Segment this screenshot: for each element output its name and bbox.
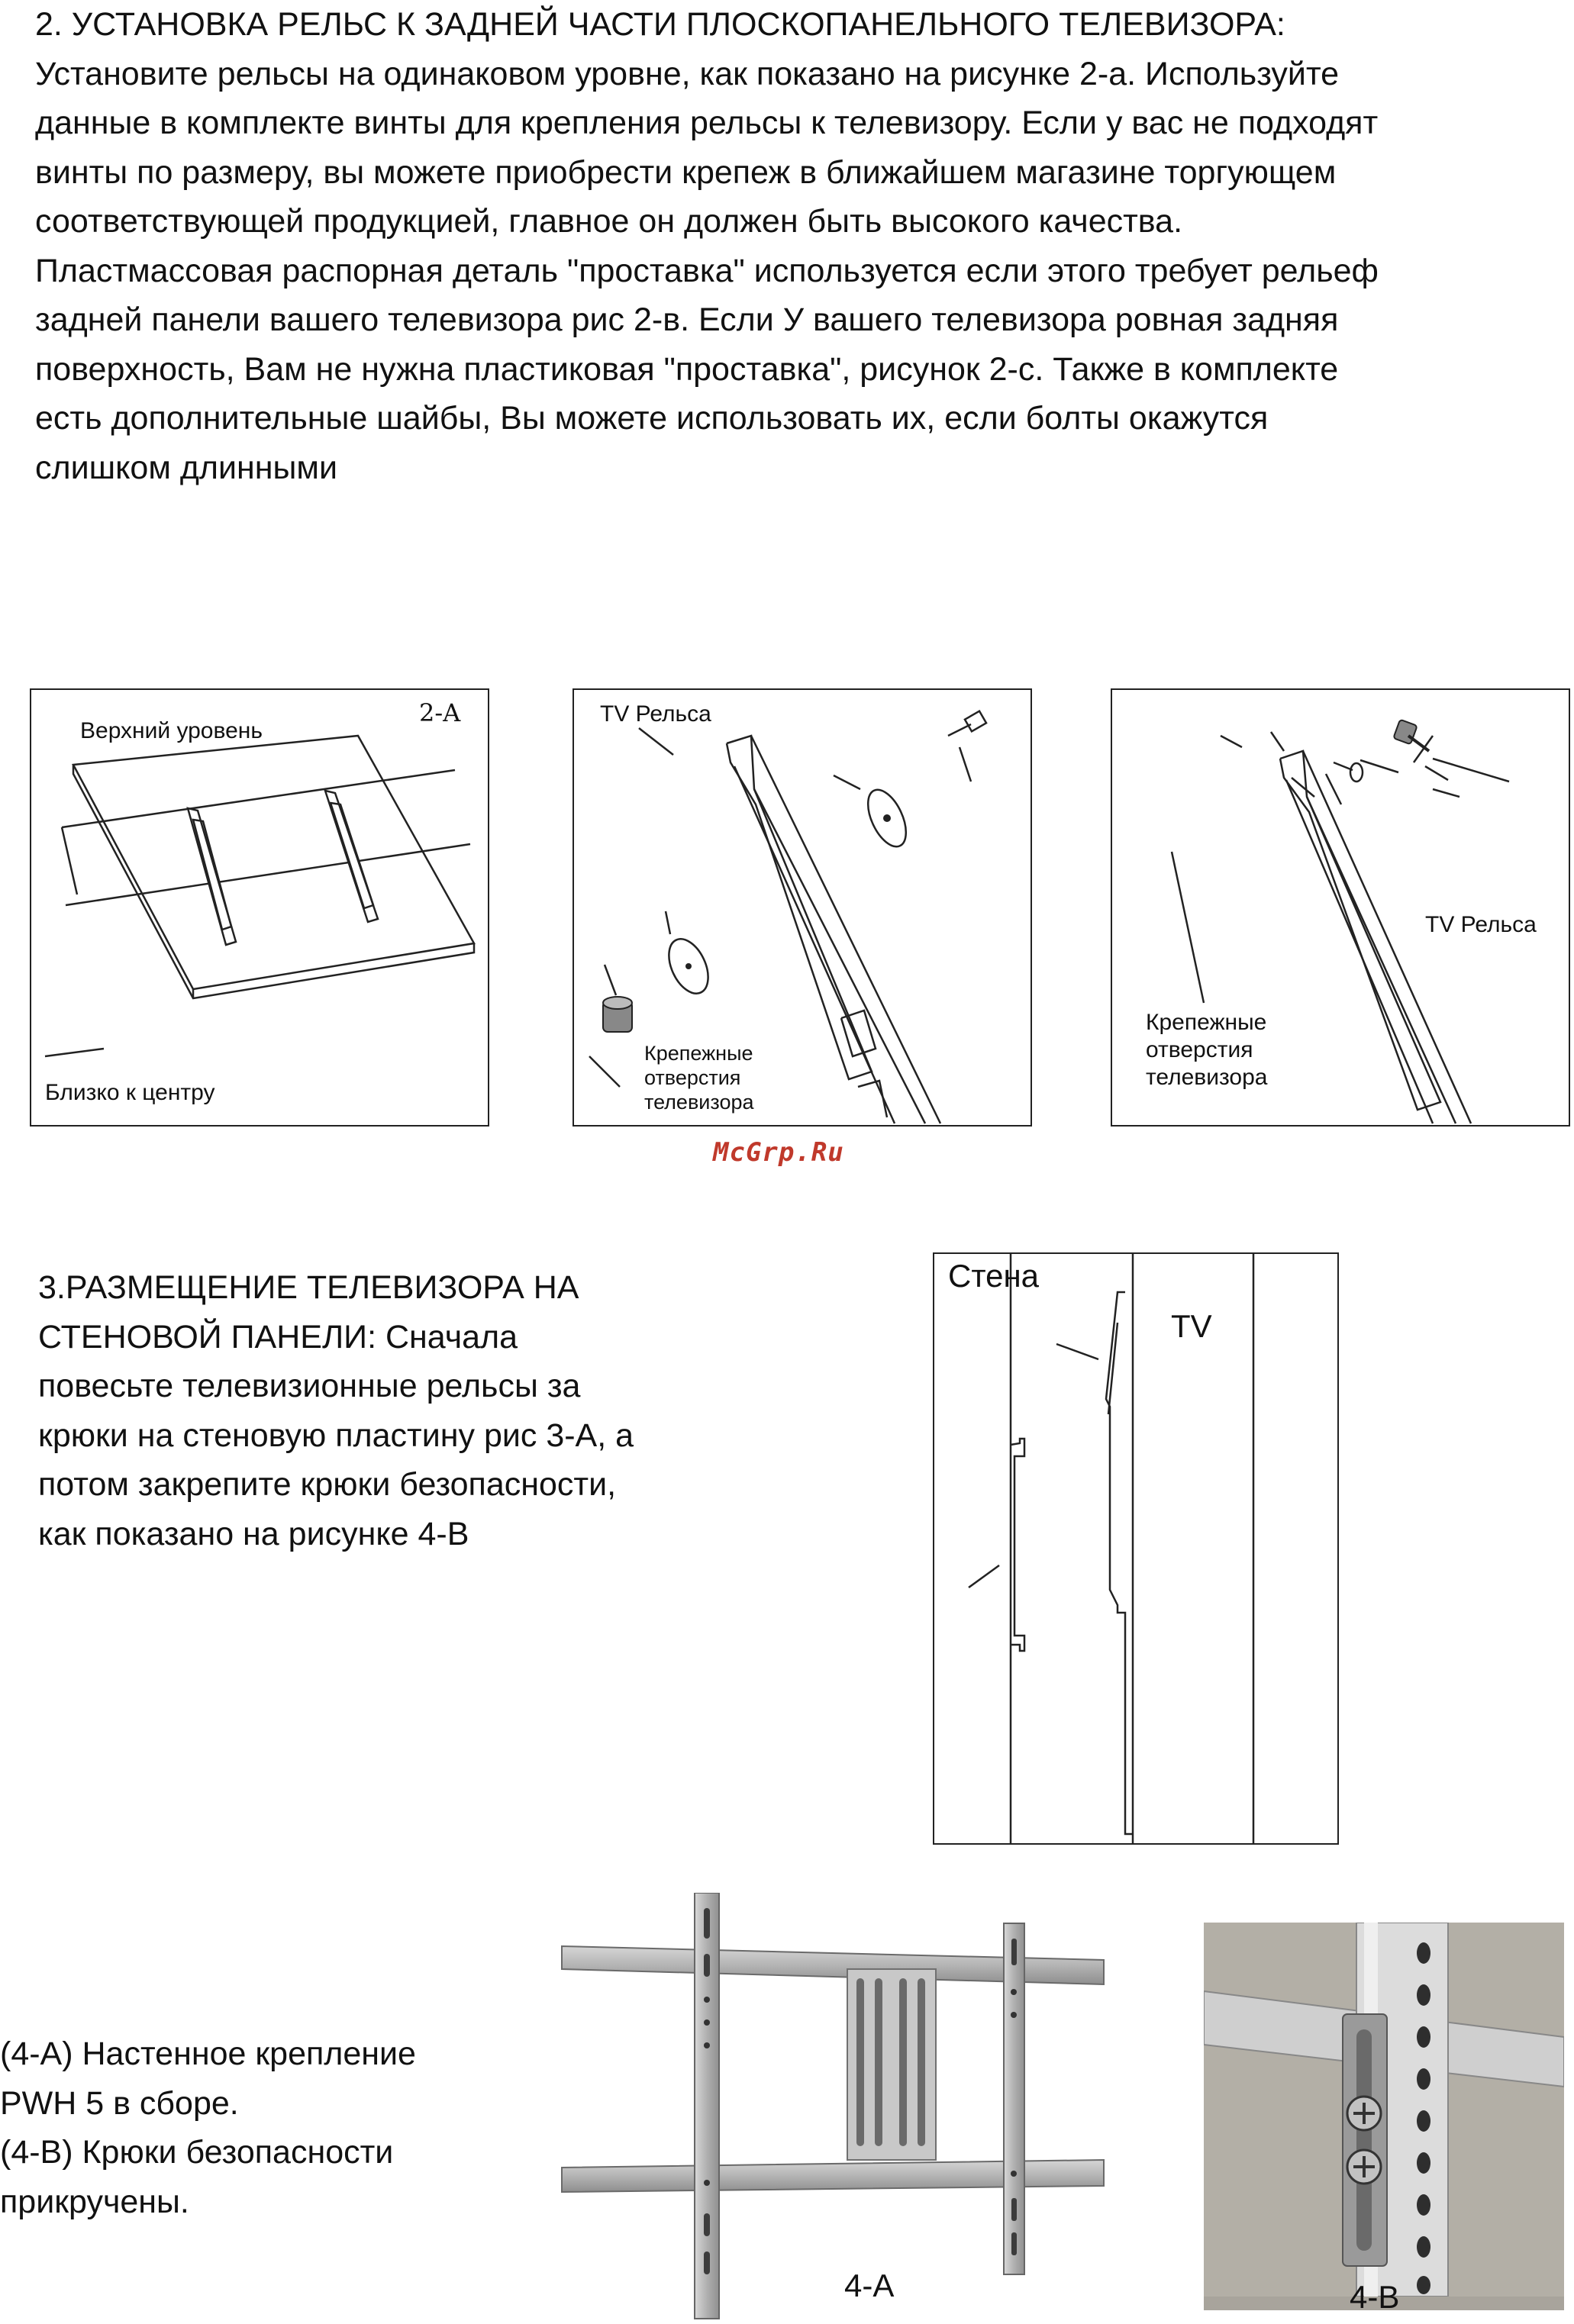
section3-heading: 3.РАЗМЕЩЕНИЕ ТЕЛЕВИЗОРА НА — [38, 1269, 579, 1306]
figure-tag: 2-A — [419, 698, 461, 727]
figure-3-drawing — [934, 1254, 1337, 1843]
section2-text — [35, 0, 1562, 492]
safety-hook-drawing — [1204, 1923, 1564, 2297]
section2-heading: 2. УСТАНОВКА РЕЛЬС К ЗАДНЕЙ ЧАСТИ ПЛОСКОПАНЕЛЬНОГО ТЕЛЕВИЗОРА: — [35, 6, 1285, 43]
photo-4a-wall-mount — [557, 1893, 1107, 2320]
text-line: (4-A) Настенное крепление — [0, 2036, 416, 2072]
text-line: потом закрепите крюки безопасности, — [38, 1466, 617, 1503]
mounting-holes-label-line3: телевизора — [1146, 1065, 1268, 1090]
figure-2a — [30, 688, 489, 1127]
text-line: слишком длинными — [35, 449, 338, 486]
section4-text — [0, 2029, 534, 2226]
figure-2b — [573, 688, 1032, 1127]
figure-2b-drawing — [574, 690, 1031, 1125]
text-line: Пластмассовая распорная деталь "проставка" используется если этого требует рельеф — [35, 252, 1379, 289]
wall-label: Стена — [948, 1258, 1040, 1294]
text-line: повесьте телевизионные рельсы за — [38, 1368, 581, 1404]
text-line: PWH 5 в сборе. — [0, 2084, 239, 2122]
text-line: данные в комплекте винты для крепления рельсы к телевизору. Если у вас не подходят — [35, 105, 1379, 141]
text-line: поверхность, Вам не нужна пластиковая "проставка", рисунок 2-с. Также в комплекте — [35, 350, 1339, 388]
text-line: как показано на рисунке 4-В — [38, 1515, 469, 1552]
photo-4b-caption: 4-B — [1350, 2279, 1400, 2315]
mounting-holes-label-line2: отверстия — [1146, 1037, 1253, 1062]
photo-4b-safety-hooks — [1204, 1923, 1564, 2310]
figure-2a-drawing — [31, 690, 488, 1125]
wall-mount-drawing — [557, 1893, 1107, 2320]
tv-label: TV — [1171, 1308, 1212, 1344]
text-line: крюки на стеновую пластину рис 3-А, а — [38, 1417, 634, 1454]
text-line: Установите рельсы на одинаковом уровне, как показано на рисунке 2-а. Используйте — [35, 55, 1340, 92]
photo-4a-caption: 4-A — [844, 2268, 895, 2303]
text-line: соответствующей продукцией, главное он должен быть высокого качества. — [35, 203, 1183, 240]
tv-rail-label: TV Рельса — [600, 701, 711, 727]
text-line: прикручены. — [0, 2183, 189, 2220]
figure-3 — [933, 1252, 1339, 1845]
text-line: задней панели вашего телевизора рис 2-в. Если У вашего телевизора ровная задняя — [35, 301, 1339, 338]
text-line: СТЕНОВОЙ ПАНЕЛИ: Сначала — [38, 1318, 518, 1355]
text-line: винты по размеру, вы можете приобрести крепеж в ближайшем магазине торгующем — [35, 153, 1337, 191]
tv-rail-label: TV Рельса — [1425, 912, 1537, 937]
figure-2c — [1111, 688, 1570, 1127]
top-level-label: Верхний уровень — [80, 718, 263, 743]
mounting-holes-label-line2: отверстия — [644, 1066, 741, 1089]
mounting-holes-label-line3: телевизора — [644, 1091, 754, 1114]
section3-text — [38, 1263, 840, 1558]
center-label: Близко к центру — [45, 1080, 215, 1105]
watermark: McGrp.Ru — [713, 1137, 844, 1168]
mounting-holes-label-line1: Крепежные — [644, 1042, 753, 1065]
text-line: есть дополнительные шайбы, Вы можете использовать их, если болты окажутся — [35, 400, 1269, 437]
mounting-holes-label-line1: Крепежные — [1146, 1010, 1267, 1035]
text-line: (4-B) Крюки безопасности — [0, 2134, 394, 2171]
